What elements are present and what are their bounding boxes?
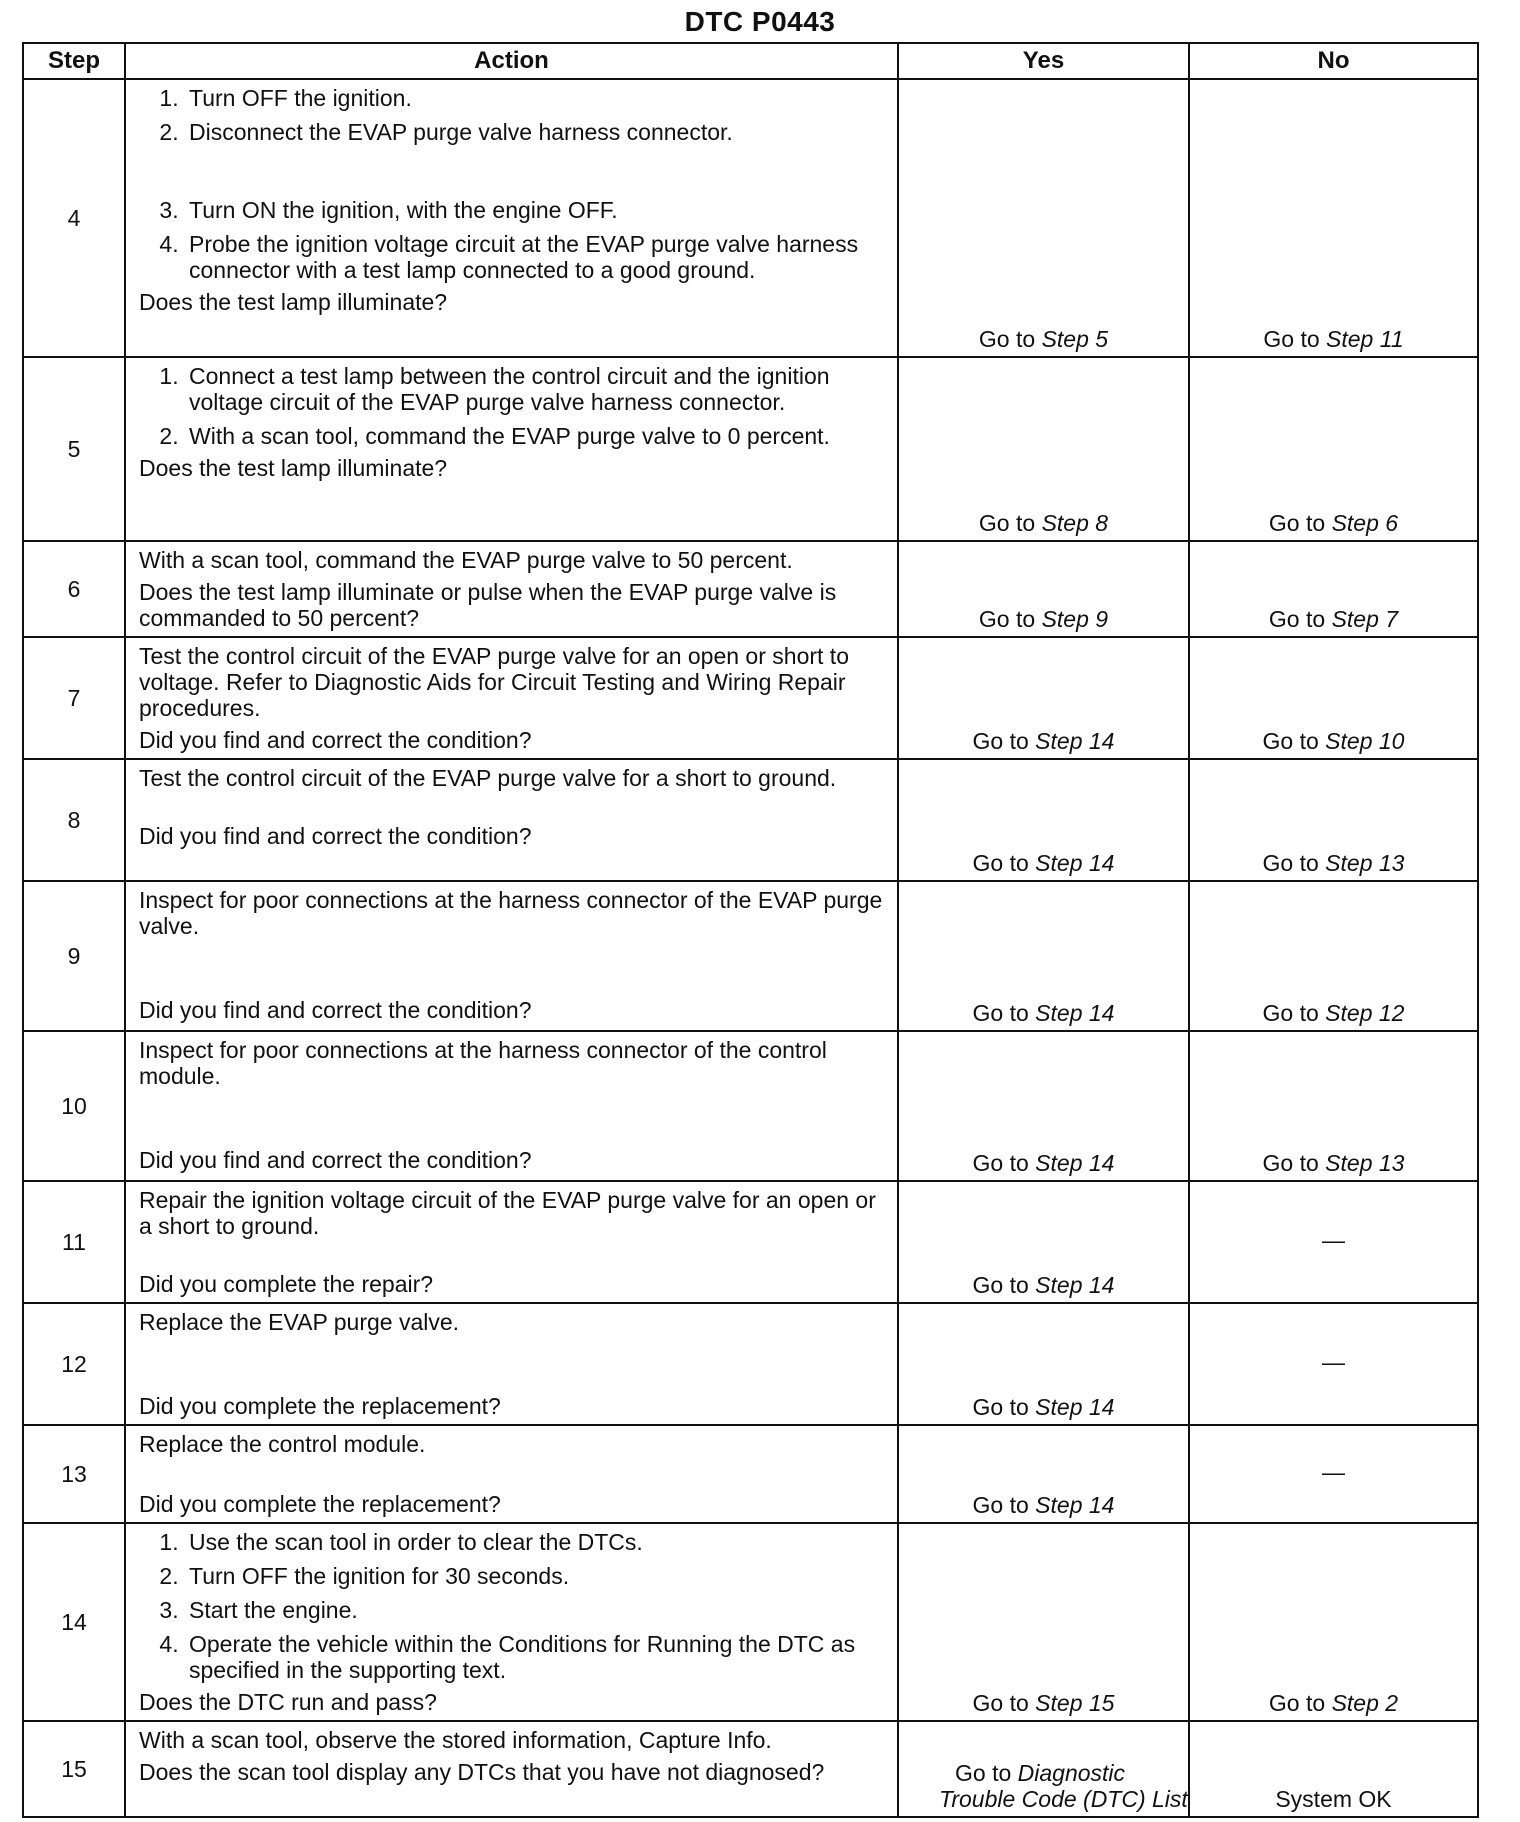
table-row bbox=[23, 79, 1478, 357]
step-number: 13 bbox=[23, 1425, 125, 1523]
table-row bbox=[23, 1181, 1478, 1303]
header-yes: Yes bbox=[898, 43, 1189, 79]
yes-step-ref: Step 15 bbox=[1035, 1690, 1115, 1716]
no-cell bbox=[1189, 759, 1478, 881]
action-text: With a scan tool, observe the stored information, Capture Info. bbox=[139, 1727, 772, 1753]
table-row bbox=[23, 1721, 1478, 1817]
action-cell bbox=[125, 1303, 898, 1425]
action-question: Does the DTC run and pass? bbox=[139, 1689, 437, 1715]
no-step-ref: Step 13 bbox=[1325, 850, 1405, 876]
no-cell bbox=[1189, 79, 1478, 357]
action-text: Repair the ignition voltage circuit of the EVAP purge valve for an open or a short to ground. bbox=[139, 1187, 876, 1239]
action-cell bbox=[125, 881, 898, 1031]
list-item: 1. Turn OFF the ignition. bbox=[185, 85, 887, 111]
goto-label: Go to bbox=[1268, 606, 1326, 632]
no-cell bbox=[1189, 1031, 1478, 1181]
yes-step-ref: Step 14 bbox=[1035, 850, 1115, 876]
yes-step-ref: Step 14 bbox=[1035, 1394, 1115, 1420]
goto-label: Go to bbox=[978, 606, 1036, 632]
step-number: 9 bbox=[23, 881, 125, 1031]
list-item: 3. Turn ON the ignition, with the engine OFF. bbox=[185, 197, 887, 223]
step-number: 14 bbox=[23, 1523, 125, 1721]
table-row bbox=[23, 1425, 1478, 1523]
document-title: DTC P0443 bbox=[684, 6, 836, 37]
table-row bbox=[23, 759, 1478, 881]
action-steps-list bbox=[139, 363, 887, 449]
goto-label: Go to bbox=[972, 728, 1029, 754]
table-row bbox=[23, 881, 1478, 1031]
no-cell bbox=[1189, 1523, 1478, 1721]
goto-label: Go to bbox=[955, 1760, 1012, 1786]
action-cell bbox=[125, 1425, 898, 1523]
table-row bbox=[23, 541, 1478, 637]
yes-step-ref: Step 14 bbox=[1035, 1000, 1115, 1026]
step-number: 11 bbox=[23, 1181, 125, 1303]
no-cell: System OK bbox=[1189, 1721, 1478, 1817]
no-step-ref: Step 13 bbox=[1325, 1150, 1405, 1176]
no-cell bbox=[1189, 541, 1478, 637]
step-number: 6 bbox=[23, 541, 125, 637]
yes-cell bbox=[898, 1031, 1189, 1181]
no-cell bbox=[1189, 881, 1478, 1031]
action-question: Did you find and correct the condition? bbox=[139, 1147, 532, 1173]
action-question: Did you find and correct the condition? bbox=[139, 823, 532, 849]
step-number: 4 bbox=[23, 79, 125, 357]
yes-step-ref: Step 8 bbox=[1041, 510, 1109, 536]
no-step-ref: Step 7 bbox=[1331, 606, 1399, 632]
action-text: Test the control circuit of the EVAP purge valve for a short to ground. bbox=[139, 765, 837, 791]
action-cell bbox=[125, 1523, 898, 1721]
action-cell bbox=[125, 759, 898, 881]
yes-step-ref: Step 5 bbox=[1041, 326, 1109, 352]
action-text: Replace the control module. bbox=[139, 1431, 426, 1457]
action-steps-list bbox=[139, 1529, 887, 1683]
table-row bbox=[23, 1031, 1478, 1181]
action-cell bbox=[125, 1031, 898, 1181]
action-cell bbox=[125, 1721, 898, 1817]
action-steps-list bbox=[139, 85, 887, 283]
yes-cell bbox=[898, 637, 1189, 759]
yes-step-ref: Step 9 bbox=[1041, 606, 1109, 632]
list-item: 4. Operate the vehicle within the Conditions for Running the DTC as specified in the supporting text. bbox=[185, 1631, 887, 1683]
no-step-ref: Step 10 bbox=[1325, 728, 1405, 754]
action-question: Did you complete the repair? bbox=[139, 1271, 434, 1297]
action-question: Does the test lamp illuminate? bbox=[139, 289, 448, 315]
yes-cell bbox=[898, 1303, 1189, 1425]
yes-cell bbox=[898, 759, 1189, 881]
no-cell: — bbox=[1189, 1425, 1478, 1523]
table-row bbox=[23, 1523, 1478, 1721]
list-item: 4. Probe the ignition voltage circuit at the EVAP purge valve harness connector with a test lamp connected to a good ground. bbox=[185, 231, 887, 283]
no-step-ref: Step 11 bbox=[1326, 326, 1404, 352]
table-row bbox=[23, 1303, 1478, 1425]
goto-label: Go to bbox=[1262, 728, 1319, 754]
action-question: Did you find and correct the condition? bbox=[139, 727, 532, 753]
yes-cell bbox=[898, 79, 1189, 357]
step-number: 12 bbox=[23, 1303, 125, 1425]
action-question: Does the test lamp illuminate? bbox=[139, 455, 448, 481]
header-step: Step bbox=[23, 43, 125, 79]
list-item: 2. Disconnect the EVAP purge valve harness connector. bbox=[185, 119, 887, 145]
action-question: Did you find and correct the condition? bbox=[139, 997, 532, 1023]
yes-cell bbox=[898, 1425, 1189, 1523]
goto-label: Go to bbox=[1263, 326, 1320, 352]
yes-cell bbox=[898, 357, 1189, 541]
goto-label: Go to bbox=[1268, 510, 1326, 536]
list-item: 2. Turn OFF the ignition for 30 seconds. bbox=[185, 1563, 887, 1589]
goto-label: Go to bbox=[978, 326, 1036, 352]
table-row bbox=[23, 637, 1478, 759]
action-cell bbox=[125, 1181, 898, 1303]
goto-label: Go to bbox=[978, 510, 1036, 536]
dtc-table bbox=[22, 42, 1479, 1818]
no-cell bbox=[1189, 637, 1478, 759]
list-item: 1. Connect a test lamp between the control circuit and the ignition voltage circuit of the EVAP purge valve harness connector. bbox=[185, 363, 887, 415]
yes-cell bbox=[898, 1721, 1189, 1817]
action-cell bbox=[125, 637, 898, 759]
list-item: 3. Start the engine. bbox=[185, 1597, 887, 1623]
step-number: 5 bbox=[23, 357, 125, 541]
action-cell bbox=[125, 79, 898, 357]
list-item: 1. Use the scan tool in order to clear the DTCs. bbox=[185, 1529, 887, 1555]
no-cell: — bbox=[1189, 1303, 1478, 1425]
action-cell bbox=[125, 357, 898, 541]
goto-label: Go to bbox=[1262, 850, 1319, 876]
table-row bbox=[23, 357, 1478, 541]
goto-label: Go to bbox=[1262, 1000, 1319, 1026]
goto-label: Go to bbox=[1262, 1150, 1319, 1176]
yes-step-ref: Diagnostic Trouble Code (DTC) List bbox=[939, 1760, 1188, 1812]
goto-label: Go to bbox=[972, 1000, 1029, 1026]
action-text: Inspect for poor connections at the harness connector of the EVAP purge valve. bbox=[139, 887, 883, 939]
action-question: Does the scan tool display any DTCs that you have not diagnosed? bbox=[139, 1759, 825, 1785]
goto-label: Go to bbox=[972, 1492, 1029, 1518]
step-number: 8 bbox=[23, 759, 125, 881]
goto-label: Go to bbox=[972, 850, 1029, 876]
action-text: With a scan tool, command the EVAP purge valve to 50 percent. bbox=[139, 547, 793, 573]
step-number: 15 bbox=[23, 1721, 125, 1817]
header-row bbox=[23, 43, 1478, 79]
yes-step-ref: Step 14 bbox=[1035, 728, 1115, 754]
action-question: Does the test lamp illuminate or pulse when the EVAP purge valve is commanded to 50 percent? bbox=[139, 579, 837, 631]
yes-cell bbox=[898, 541, 1189, 637]
no-step-ref: Step 2 bbox=[1331, 1690, 1399, 1716]
header-action: Action bbox=[125, 43, 898, 79]
step-number: 7 bbox=[23, 637, 125, 759]
goto-label: Go to bbox=[972, 1690, 1029, 1716]
goto-label: Go to bbox=[972, 1150, 1029, 1176]
goto-label: Go to bbox=[1268, 1690, 1326, 1716]
action-cell bbox=[125, 541, 898, 637]
yes-step-ref: Step 14 bbox=[1035, 1272, 1115, 1298]
action-text: Replace the EVAP purge valve. bbox=[139, 1309, 460, 1335]
action-text: Inspect for poor connections at the harness connector of the control module. bbox=[139, 1037, 827, 1089]
no-step-ref: Step 6 bbox=[1331, 510, 1399, 536]
yes-step-ref: Step 14 bbox=[1035, 1492, 1115, 1518]
step-number: 10 bbox=[23, 1031, 125, 1181]
no-cell bbox=[1189, 357, 1478, 541]
yes-cell bbox=[898, 1181, 1189, 1303]
list-item: 2. With a scan tool, command the EVAP purge valve to 0 percent. bbox=[185, 423, 887, 449]
action-question: Did you complete the replacement? bbox=[139, 1393, 501, 1419]
header-no: No bbox=[1189, 43, 1478, 79]
action-question: Did you complete the replacement? bbox=[139, 1491, 501, 1517]
yes-cell bbox=[898, 881, 1189, 1031]
action-text: Test the control circuit of the EVAP purge valve for an open or short to voltage. Refer to Diagnostic Aids for Circuit Testing and Wiring Repair procedures. bbox=[139, 643, 849, 721]
goto-label: Go to bbox=[972, 1394, 1029, 1420]
yes-cell bbox=[898, 1523, 1189, 1721]
goto-label: Go to bbox=[972, 1272, 1029, 1298]
no-cell: — bbox=[1189, 1181, 1478, 1303]
no-step-ref: Step 12 bbox=[1325, 1000, 1405, 1026]
yes-step-ref: Step 14 bbox=[1035, 1150, 1115, 1176]
